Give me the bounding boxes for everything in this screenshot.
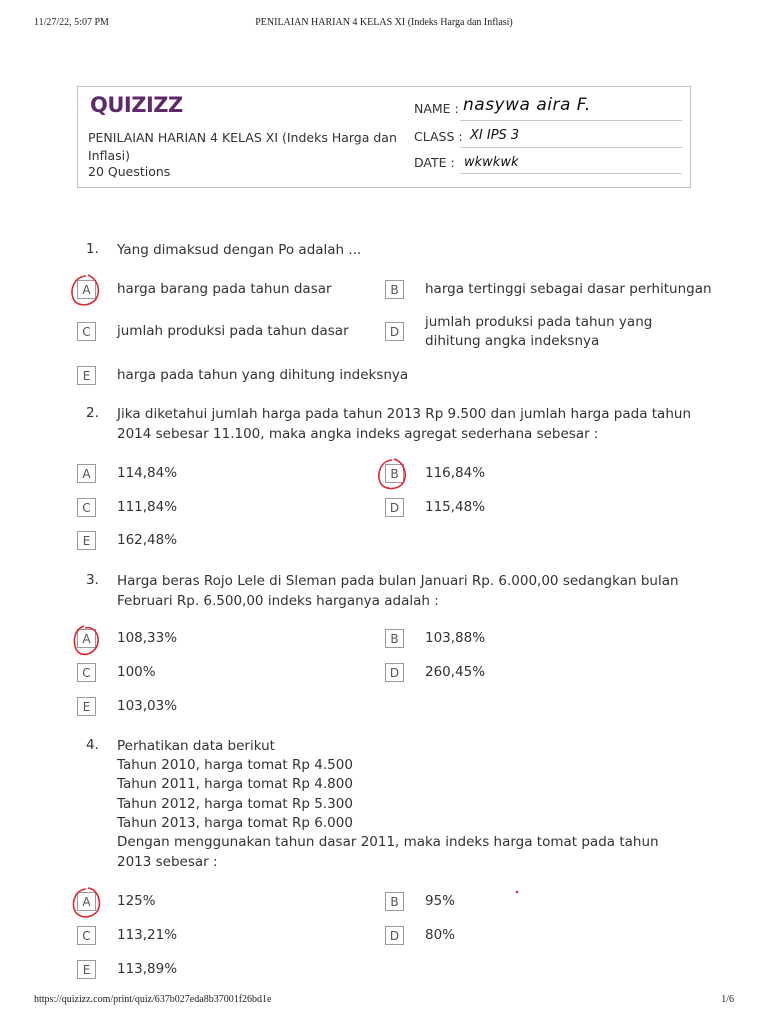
option-text-c: 113,21% [117, 927, 178, 943]
option-text-a: 108,33% [117, 630, 178, 646]
question-text: Harga beras Rojo Lele di Sleman pada bulan Januari Rp. 6.000,00 sedangkan bulan Februari Rp. 6.500,00 indeks harganya adalah : [117, 573, 679, 609]
print-doc-title: PENILAIAN HARIAN 4 KELAS XI (Indeks Harga dan Inflasi) [255, 17, 513, 28]
option-box-c[interactable]: C [77, 926, 96, 945]
option-box-e[interactable]: E [77, 960, 96, 979]
question-number: 2. [86, 405, 99, 421]
answer-circle-q3 [74, 626, 98, 654]
option-text-c: jumlah produksi pada tahun dasar [117, 323, 349, 339]
answer-circle-q1 [72, 275, 98, 305]
option-box-b[interactable]: B [385, 629, 404, 648]
option-box-e[interactable]: E [77, 531, 96, 550]
question-text: Jika diketahui jumlah harga pada tahun 2013 Rp 9.500 dan jumlah harga pada tahun 2014 sebesar 11.100, maka angka indeks agregat sederhana sebesar : [117, 406, 691, 442]
question-count: 20 Questions [88, 164, 171, 179]
print-page-number: 1/6 [721, 994, 734, 1005]
option-box-d[interactable]: D [385, 663, 404, 682]
option-box-a[interactable]: A [77, 892, 96, 911]
option-text-e: harga pada tahun yang dihitung indeksnya [117, 367, 409, 383]
option-box-b[interactable]: B [385, 464, 404, 483]
stray-red-dot [516, 891, 519, 894]
class-label: CLASS : [414, 129, 463, 144]
option-box-b[interactable]: B [385, 892, 404, 911]
option-text-e: 103,03% [117, 698, 178, 714]
option-text-d: jumlah produksi pada tahun yang dihitung angka indeksnya [425, 314, 653, 349]
option-text-b: 95% [425, 893, 456, 909]
quiz-title: PENILAIAN HARIAN 4 KELAS XI (Indeks Harga dan Inflasi) [88, 130, 397, 163]
option-text-b: 116,84% [425, 465, 486, 481]
option-box-c[interactable]: C [77, 498, 96, 517]
option-box-d[interactable]: D [385, 926, 404, 945]
question-text: Yang dimaksud dengan Po adalah ... [117, 242, 362, 258]
option-text-b: 103,88% [425, 630, 486, 646]
option-box-b[interactable]: B [385, 280, 404, 299]
date-label: DATE : [414, 155, 455, 170]
question-number: 3. [86, 572, 99, 588]
option-text-a: 125% [117, 893, 156, 909]
question-line: Dengan menggunakan tahun dasar 2011, maka indeks harga tomat pada tahun 2013 sebesar : [117, 834, 659, 870]
question-number: 4. [86, 737, 99, 753]
option-box-a[interactable]: A [77, 464, 96, 483]
option-text-d: 260,45% [425, 664, 486, 680]
question-line: Perhatikan data berikut [117, 738, 275, 754]
option-text-a: 114,84% [117, 465, 178, 481]
question-line: Tahun 2011, harga tomat Rp 4.800 [117, 776, 353, 792]
question-line: Tahun 2012, harga tomat Rp 5.300 [117, 796, 353, 812]
option-text-e: 113,89% [117, 961, 178, 977]
option-box-e[interactable]: E [77, 366, 96, 385]
option-text-d: 80% [425, 927, 456, 943]
question-line: Tahun 2010, harga tomat Rp 4.500 [117, 757, 353, 773]
option-box-a[interactable]: A [77, 280, 96, 299]
question-number: 1. [86, 241, 99, 257]
class-value: XI IPS 3 [470, 128, 520, 143]
name-value: nasywa aira F. [463, 95, 591, 115]
answer-circle-q2 [379, 459, 405, 489]
option-box-a[interactable]: A [77, 629, 96, 648]
option-box-d[interactable]: D [385, 498, 404, 517]
option-box-e[interactable]: E [77, 697, 96, 716]
quizizz-logo: QUIZIZZ [90, 93, 183, 117]
option-box-c[interactable]: C [77, 322, 96, 341]
option-text-a: harga barang pada tahun dasar [117, 281, 332, 297]
option-box-d[interactable]: D [385, 322, 404, 341]
name-label: NAME : [414, 101, 459, 116]
option-text-d: 115,48% [425, 499, 486, 515]
answer-circle-q4 [73, 888, 99, 917]
print-datetime: 11/27/22, 5:07 PM [34, 17, 109, 28]
print-url: https://quizizz.com/print/quiz/637b027eda8b37001f26bd1e [34, 994, 272, 1005]
option-box-c[interactable]: C [77, 663, 96, 682]
question-line: Tahun 2013, harga tomat Rp 6.000 [117, 815, 353, 831]
date-value: wkwkwk [464, 155, 519, 170]
option-text-c: 100% [117, 664, 156, 680]
option-text-b: harga tertinggi sebagai dasar perhitungan [425, 281, 712, 297]
option-text-e: 162,48% [117, 532, 178, 548]
print-footer [0, 994, 768, 1008]
option-text-c: 111,84% [117, 499, 178, 515]
